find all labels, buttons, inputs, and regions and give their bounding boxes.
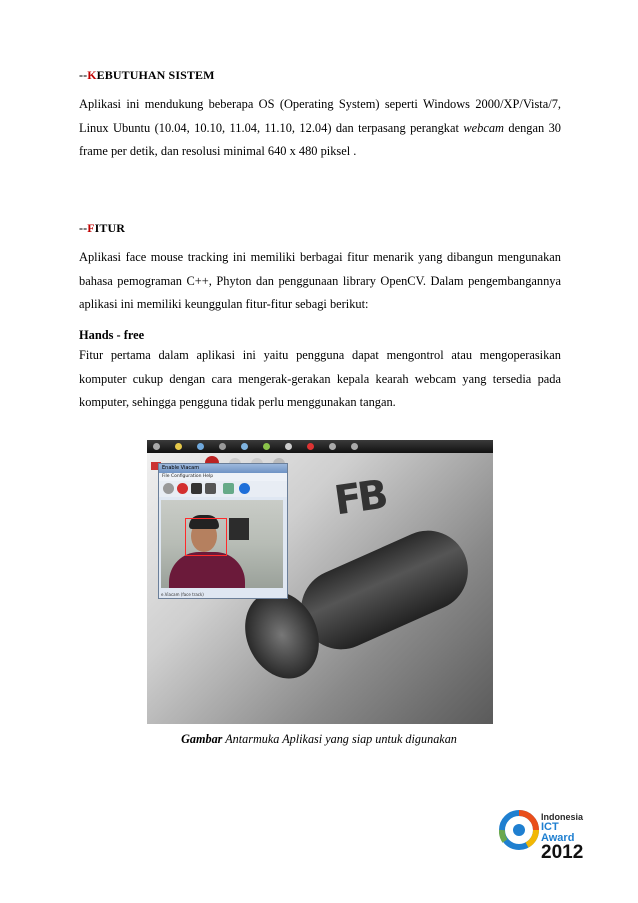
apple-icon: [153, 443, 160, 450]
tools-icon: [223, 483, 234, 494]
paragraph-hands-free: Fitur pertama dalam aplikasi ini yaitu pengguna dapat mengontrol atau mengoperasikan komputer cukup dengan cara mengerak-gerakan kepala kearah webcam yang tersedia pada komputer, sehingga pengguna tidak perlu menggunakan tangan.: [79, 348, 561, 409]
app-icon: [329, 443, 336, 450]
caption-label: Gambar: [181, 732, 223, 746]
paragraph-emphasis: webcam: [463, 120, 504, 135]
app-icon: [175, 443, 182, 450]
app-window-title: Enable Viacam: [159, 464, 287, 473]
subheading-hands-free: Hands - free: [79, 328, 145, 342]
app-icon: [197, 443, 204, 450]
app-icon: [241, 443, 248, 450]
paragraph-features: Aplikasi face mouse tracking ini memiliki berbagai fitur menarik yang dibangun mengunakan bahasa pemograman C++, Phyton dan penggunaan library OpenCV. Dalam pengembangannya aplikasi ini memiliki keunggulan fitur-fitur sebagi berikut:: [79, 250, 561, 311]
paragraph-text: Aplikasi ini mendukung beberapa OS (Operating System) seperti Windows 2000/XP/Vista/7, Linux Ubuntu (10.04, 10.10, 11.04, 11.10, 12.04) dan terpasang perangkat: [79, 97, 561, 135]
app-toolbar: [159, 481, 287, 497]
app-icon: [351, 443, 358, 450]
app-status-bar: e.Viacam (face track): [161, 592, 204, 597]
heading-prefix: --: [79, 68, 88, 82]
heading-kebutuhan-sistem: [79, 68, 215, 83]
heading-rest: ITUR: [94, 221, 126, 235]
heading-first-letter: F: [87, 221, 95, 235]
caption-text: Antarmuka Aplikasi yang siap untuk digunakan: [222, 732, 457, 746]
paragraph-text-end: dengan 30 frame per detik, dan resolusi minimal 640 x 480 piksel .: [79, 120, 561, 158]
background-object: [229, 518, 249, 540]
help-icon: [239, 483, 250, 494]
monitor-icon: [205, 483, 216, 494]
heading-prefix: --: [79, 221, 88, 235]
app-screenshot-figure: [147, 440, 493, 724]
logo-line-3: 2012: [541, 842, 584, 863]
logo-line-2: ICT Award: [541, 821, 575, 844]
face-tracking-box: [185, 518, 227, 556]
toolbar-button: [163, 483, 174, 494]
stop-icon: [177, 483, 188, 494]
paragraph-system-requirements: [79, 93, 561, 164]
webcam-view: [161, 500, 283, 588]
app-icon: [263, 443, 270, 450]
app-icon: [307, 443, 314, 450]
app-icon: [285, 443, 292, 450]
camera-icon: [191, 483, 202, 494]
desktop-taskbar: [147, 440, 493, 453]
graffiti-text: FB: [331, 471, 388, 525]
heading-first-letter: K: [87, 68, 97, 82]
heading-fitur: [79, 221, 125, 236]
figure-caption: [0, 732, 638, 747]
person-body: [169, 552, 245, 588]
app-window: [158, 463, 288, 599]
app-menu-bar: File Configuration Help: [159, 473, 287, 481]
heading-rest: EBUTUHAN SISTEM: [96, 68, 215, 82]
logo-line-1: Indonesia: [541, 812, 584, 822]
ict-award-logo: [499, 803, 585, 863]
app-icon: [219, 443, 226, 450]
ict-award-emblem-icon: [499, 803, 541, 853]
